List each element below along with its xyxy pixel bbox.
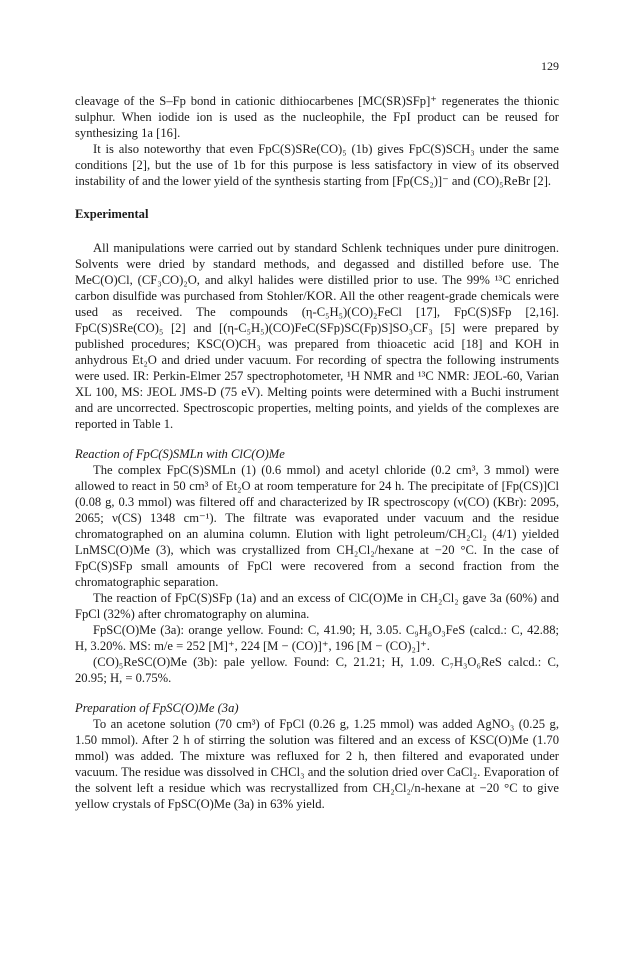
experimental-heading: Experimental xyxy=(75,207,149,221)
intro-paragraph-2: It is also noteworthy that even FpC(S)SRe(CO)₅ (1b) gives FpC(S)SCH₃ under the same conditions [2], but the use of 1b for this purpose is less satisfactory in view of its observed instability of and the lower yield of the synthesis starting from [Fp(CS₂)]⁻ and (CO)₅ReBr [2]. xyxy=(75,142,559,188)
journal-page xyxy=(75,58,559,812)
page-number: 129 xyxy=(541,59,559,73)
article-body xyxy=(75,58,559,812)
reaction-paragraph-2: The reaction of FpC(S)SFp (1a) and an excess of ClC(O)Me in CH₂Cl₂ gave 3a (60%) and FpCl (32%) after chromatography on alumina. xyxy=(75,591,559,621)
compound-3a-data: FpSC(O)Me (3a): orange yellow. Found: C, 41.90; H, 3.05. C₉H₈O₃FeS (calcd.: C, 42.88; H, 3.20%. MS: m/e = 252 [M]⁺, 224 [M − (CO)]⁺, 196 [M − (CO)₂]⁺. xyxy=(75,623,559,653)
intro-paragraph-1: cleavage of the S–Fp bond in cationic dithiocarbenes [MC(SR)SFp]⁺ regenerates the thionic sulphur. When iodide ion is used as the nucleophile, the FpI product can be reused for synthesizing 1a [16]. xyxy=(75,94,559,140)
preparation-paragraph: To an acetone solution (70 cm³) of FpCl (0.26 g, 1.25 mmol) was added AgNO₃ (0.25 g, 1.50 mmol). After 2 h of stirring the solution was filtered and an excess of KSC(O)Me (1.70 mmol) was added. The mixture was refluxed for 2 h, then filtered and evaporated under vacuum. The residue was dissolved in CHCl₃ and the solution dried over CaCl₂. Evaporation of the solvent left a residue which was recrystallized from CH₂Cl₂/n-hexane at −20 °C to give yellow crystals of FpSC(O)Me (3a) in 63% yield. xyxy=(75,717,559,811)
preparation-heading: Preparation of FpSC(O)Me (3a) xyxy=(75,701,239,715)
reaction-heading: Reaction of FpC(S)SMLn with ClC(O)Me xyxy=(75,447,285,461)
compound-3b-data: (CO)₅ReSC(O)Me (3b): pale yellow. Found: C, 21.21; H, 1.09. C₇H₃O₆ReS calcd.: C, 20.95; H, = 0.75%. xyxy=(75,655,559,685)
experimental-paragraph: All manipulations were carried out by standard Schlenk techniques under pure dinitrogen. Solvents were dried by standard methods, and degassed and distilled before use. The MeC(O)Cl, (CF₃CO)₂O, and alkyl halides were distilled prior to use. The 99% ¹³C enriched carbon disulfide was purchased from Stohler/KOR. All the other reagent-grade chemicals were used as received. The compounds (η-C₅H₅)(CO)₂FeCl [17], FpC(S)SFp [2,16]. FpC(S)SRe(CO)₅ [2] and [(η-C₅H₅)(CO)FeC(SFp)SC(Fp)S]SO₃CF₃ [5] were prepared by published procedures; KSC(O)CH₃ was prepared from thioacetic acid [18] and KOH in anhydrous Et₂O and dried under vacuum. For recording of spectra the following instruments were used. IR: Perkin-Elmer 257 spectrophotometer, ¹H NMR and ¹³C NMR: JEOL-60, Varian XL 100, MS: JEOL JMS-D (75 eV). Melting points were determined with a Buchi instrument and are uncorrected. Spectroscopic properties, melting points, and yields of the complexes are reported in Table 1. xyxy=(75,241,559,431)
reaction-paragraph-1: The complex FpC(S)SMLn (1) (0.6 mmol) and acetyl chloride (0.2 cm³, 3 mmol) were allowed to react in 50 cm³ of Et₂O at room temperature for 24 h. The precipitate of [Fp(CS)]Cl (0.08 g, 0.3 mmol) was filtered off and characterized by IR spectroscopy (ν(CO) (KBr): 2095, 2065; ν(CS) 1348 cm⁻¹). The filtrate was evaporated under vacuum and the residue chromatographed on an alumina column. Elution with light petroleum/CH₂Cl₂ (4/1) yielded LnMSC(O)Me (3), which was crystallized from CH₂Cl₂/hexane at −20 °C. In the case of FpC(S)SFp small amounts of FpCl were recovered from a second fraction from the chromatographic separation. xyxy=(75,463,559,589)
